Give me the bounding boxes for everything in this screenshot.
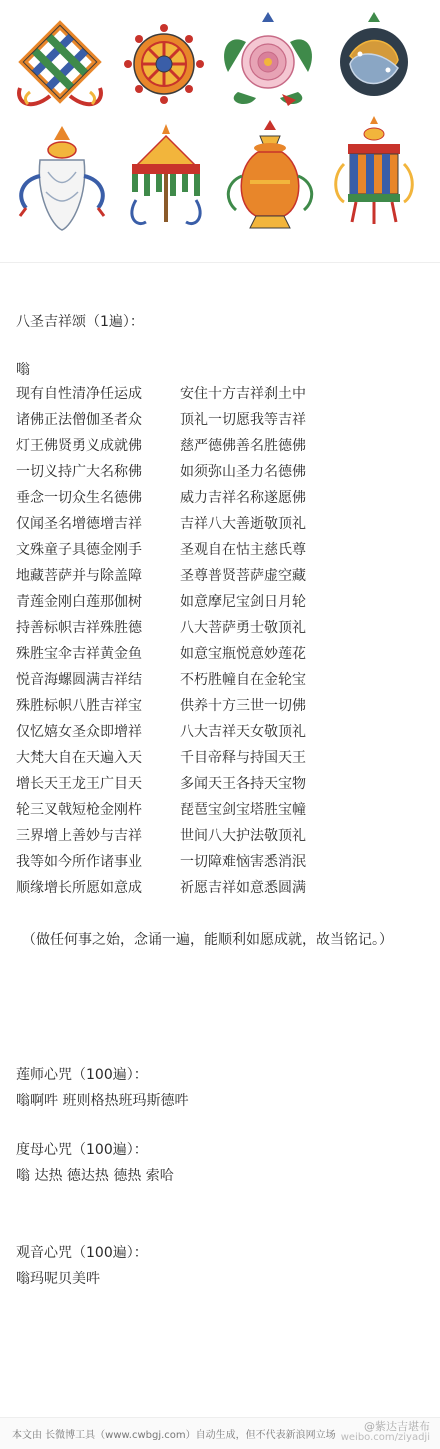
verse-row: [16, 382, 426, 408]
verse-right: 琵琶宝剑宝塔胜宝幢: [180, 802, 306, 818]
verse-right: 八大吉祥天女敬顶礼: [180, 724, 306, 740]
weibo-watermark: @紫达吉堪布: [364, 1420, 430, 1433]
symbols-illustration: [0, 0, 440, 262]
verse-row: [16, 512, 426, 538]
verse-right: 安住十方吉祥刹土中: [180, 386, 306, 402]
verse-right: 供养十方三世一切佛: [180, 698, 306, 714]
mantra-title: 莲师心咒（100遍）：: [16, 1067, 148, 1083]
eight-auspicious-symbols-image: [0, 0, 440, 262]
verse-right: 八大菩萨勇士敬顶礼: [180, 620, 306, 636]
verse-row: [16, 876, 426, 902]
mantra-block: [16, 1240, 148, 1292]
verse-row: [16, 720, 426, 746]
verse-left: 文殊童子具德金刚手: [16, 542, 142, 558]
verse-left: 灯王佛贤勇义成就佛: [16, 438, 142, 454]
victory-banner-icon: [336, 116, 413, 224]
verse-left: 顺缘增长所愿如意成: [16, 880, 142, 896]
mantra-block: [16, 1137, 174, 1189]
verse-left: 殊胜宝伞吉祥黄金鱼: [16, 646, 142, 662]
lotus-icon: [224, 12, 312, 106]
parasol-icon: [132, 124, 200, 224]
verse-row: [16, 434, 426, 460]
verse-right: 圣尊普贤菩萨虚空藏: [180, 568, 306, 584]
verse-right: 吉祥八大善逝敬顶礼: [180, 516, 306, 532]
verse-right: 一切障难恼害悉消泯: [180, 854, 306, 870]
verse-right: 威力吉祥名称遂愿佛: [180, 490, 306, 506]
verse-row: [16, 798, 426, 824]
mantra-block: [16, 1062, 188, 1114]
verse-right: 慈严德佛善名胜德佛: [180, 438, 306, 454]
verse-left: 现有自性清净任运成: [16, 386, 142, 402]
mantra-text: 嗡啊吽 班则格热班玛斯德吽: [16, 1093, 189, 1109]
verse-left: 垂念一切众生名德佛: [16, 490, 142, 506]
source-notice: 本文由 长微博工具（www.cwbgj.com）自动生成，但不代表新浪网立场: [12, 1430, 336, 1441]
verse-left: 我等如今所作诸事业: [16, 854, 142, 870]
verse-right: 多闻天王各持天宝物: [180, 776, 306, 792]
verse-left: 青莲金刚白莲那伽树: [16, 594, 142, 610]
verse-right: 如意摩尼宝剑日月轮: [180, 594, 306, 610]
dharma-wheel-icon: [124, 24, 204, 104]
verse-row: [16, 538, 426, 564]
verse-list: [16, 382, 426, 902]
verse-right: 不朽胜幢自在金轮宝: [180, 672, 306, 688]
verse-row: [16, 824, 426, 850]
verse-row: [16, 668, 426, 694]
verse-left: 地藏菩萨并与除盖障: [16, 568, 142, 584]
verse-left: 悦音海螺圆满吉祥结: [16, 672, 142, 688]
verse-left: 诸佛正法僧伽圣者众: [16, 412, 142, 428]
prayer-section: [16, 310, 426, 952]
verse-row: [16, 616, 426, 642]
verse-row: [16, 772, 426, 798]
verse-row: [16, 486, 426, 512]
mantra-title: 观音心咒（100遍）：: [16, 1245, 148, 1261]
mantra-title: 度母心咒（100遍）：: [16, 1142, 148, 1158]
endless-knot-icon: [19, 25, 101, 104]
verse-left: 持善标帜吉祥殊胜德: [16, 620, 142, 636]
verse-left: 仅闻圣名增德增吉祥: [16, 516, 142, 532]
mantra-text: 嗡玛呢贝美吽: [16, 1271, 100, 1287]
golden-fish-icon: [340, 12, 408, 96]
prayer-title: 八圣吉祥颂（1遍）：: [16, 314, 144, 330]
mantra-text: 嗡 达热 德达热 德热 索哈: [16, 1168, 174, 1184]
verse-right: 千目帝释与持国天王: [180, 750, 306, 766]
verse-row: [16, 642, 426, 668]
verse-left: 一切义持广大名称佛: [16, 464, 142, 480]
verse-left: 大梵大自在天遍入天: [16, 750, 142, 766]
weibo-watermark-url: weibo.com/ziyadji: [340, 1432, 430, 1443]
om-syllable: 嗡: [16, 362, 30, 378]
verse-right: 如须弥山圣力名德佛: [180, 464, 306, 480]
verse-right: 祈愿吉祥如意悉圆满: [180, 880, 306, 896]
verse-row: [16, 694, 426, 720]
verse-left: 增长天王龙王广目天: [16, 776, 142, 792]
verse-left: 三界增上善妙与吉祥: [16, 828, 142, 844]
verse-left: 轮三叉戟短枪金刚杵: [16, 802, 142, 818]
verse-row: [16, 564, 426, 590]
prayer-note: （做任何事之始，念诵一遍，能顺利如愿成就，故当铭记。）: [22, 932, 393, 948]
verse-row: [16, 850, 426, 876]
verse-right: 顶礼一切愿我等吉祥: [180, 412, 306, 428]
treasure-vase-icon: [228, 120, 311, 228]
verse-row: [16, 590, 426, 616]
verse-left: 仅忆嬉女圣众即增祥: [16, 724, 142, 740]
verse-left: 殊胜标帜八胜吉祥宝: [16, 698, 142, 714]
verse-right: 世间八大护法敬顶礼: [180, 828, 306, 844]
conch-shell-icon: [20, 126, 104, 230]
image-divider: [0, 262, 440, 263]
verse-row: [16, 408, 426, 434]
verse-right: 如意宝瓶悦意妙莲花: [180, 646, 306, 662]
verse-row: [16, 460, 426, 486]
verse-right: 圣观自在怙主慈氏尊: [180, 542, 306, 558]
spacer: [16, 334, 426, 358]
footer-bar: [0, 1417, 440, 1449]
verse-row: [16, 746, 426, 772]
